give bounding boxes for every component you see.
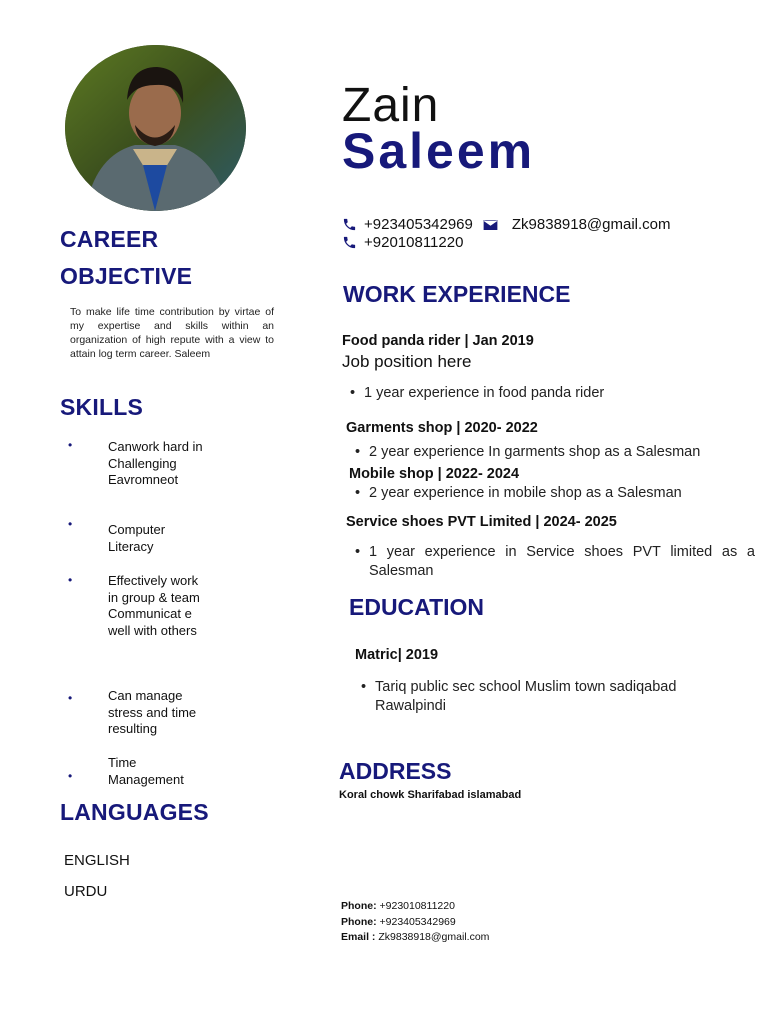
bullet-icon: •	[68, 691, 73, 705]
education-section	[349, 594, 484, 621]
footer-email-value: Zk9838918@gmail.com	[378, 931, 490, 943]
footer-phone-label: Phone:	[341, 900, 377, 912]
skill-text: Effectively work in group & team Communicat e well with others	[108, 573, 200, 638]
skills-heading: SKILLS	[60, 394, 143, 420]
education-heading: EDUCATION	[349, 594, 485, 620]
bullet-icon: •	[350, 385, 356, 401]
profile-photo	[65, 45, 246, 211]
footer-email-label: Email :	[341, 931, 376, 943]
skills-section	[60, 394, 143, 421]
footer-phone-label: Phone:	[341, 916, 377, 928]
education-bullet-text: Tariq public sec school Muslim town sadiqabad Rawalpindi	[375, 679, 677, 714]
contact-row	[342, 216, 671, 233]
address-section	[339, 758, 451, 785]
first-name: Zain	[342, 79, 440, 132]
bullet-icon: •	[355, 444, 361, 460]
language-item: ENGLISH	[64, 852, 130, 869]
phone-number-2: +92010811220	[364, 234, 464, 251]
skill-text: Canwork hard in Challenging Eavromneot	[108, 439, 203, 487]
job-bullet	[355, 543, 755, 581]
last-name: Saleem	[342, 123, 536, 179]
job-title: Mobile shop | 2022- 2024	[349, 466, 520, 482]
career-objective-heading	[60, 226, 192, 290]
language-item: URDU	[64, 883, 108, 900]
bullet-icon: •	[355, 485, 361, 501]
skill-text: Can manage stress and time resulting	[108, 688, 197, 736]
job-bullet-text: 1 year experience in Service shoes PVT limited as a Salesman	[369, 544, 755, 579]
work-experience-section	[343, 281, 570, 308]
bullet-icon: •	[361, 679, 367, 695]
email-address: Zk9838918@gmail.com	[511, 216, 671, 233]
bullet-icon: •	[355, 544, 361, 560]
footer-phone-value: +923405342969	[379, 916, 456, 928]
job-title: Garments shop | 2020- 2022	[346, 420, 538, 436]
job-title: Food panda rider | Jan 2019	[342, 333, 534, 349]
job-bullet-text: 2 year experience In garments shop as a Salesman	[369, 444, 701, 460]
address-text: Koral chowk Sharifabad islamabad	[339, 789, 522, 801]
job-subtitle: Job position here	[342, 352, 472, 371]
phone-icon	[342, 235, 357, 250]
languages-heading: LANGUAGES	[60, 799, 209, 825]
profile-photo-graphic	[65, 45, 246, 211]
footer-email	[341, 931, 489, 943]
languages-section	[60, 799, 209, 826]
skill-text: Time Management	[108, 755, 184, 787]
job-title: Service shoes PVT Limited | 2024- 2025	[346, 514, 617, 530]
address-heading: ADDRESS	[339, 758, 452, 784]
job-bullet	[350, 384, 604, 403]
contact-row	[342, 234, 463, 251]
email-icon	[483, 219, 498, 231]
education-title: Matric| 2019	[355, 647, 439, 663]
footer-phone-2	[341, 916, 456, 928]
skill-text: Computer Literacy	[108, 522, 166, 554]
education-bullet	[361, 678, 731, 716]
career-objective-heading-line2: OBJECTIVE	[60, 263, 193, 289]
bullet-icon: •	[68, 769, 73, 783]
career-objective-text: To make life time contribution by virtae of my expertise and skills within an organization of high repute with a view to attain log term career. Saleem	[70, 306, 274, 360]
bullet-icon: •	[68, 517, 73, 531]
job-bullet	[355, 443, 700, 462]
job-bullet-text: 1 year experience in food panda rider	[364, 385, 605, 401]
job-bullet-text: 2 year experience in mobile shop as a Salesman	[369, 485, 682, 501]
work-experience-heading: WORK EXPERIENCE	[343, 281, 571, 307]
bullet-icon: •	[68, 573, 73, 587]
phone-number-1: +923405342969	[364, 216, 473, 233]
phone-icon	[342, 217, 357, 232]
bullet-icon: •	[68, 438, 73, 452]
footer-phone-value: +923010811220	[379, 900, 455, 912]
job-bullet	[355, 484, 682, 503]
career-objective-heading-line1: CAREER	[60, 226, 159, 252]
footer-phone-1	[341, 900, 455, 912]
